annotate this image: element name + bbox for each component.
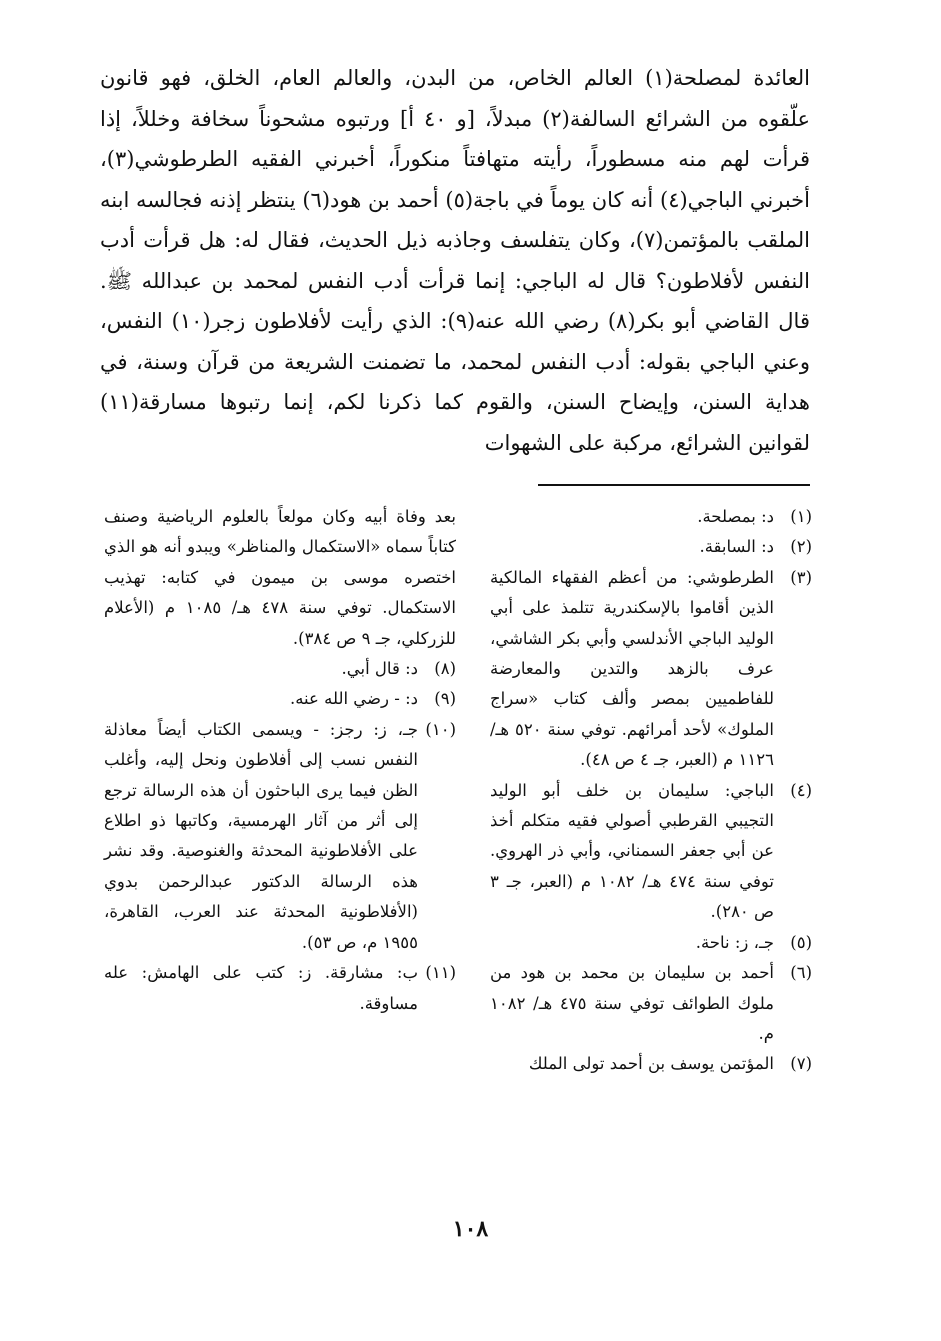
footnote-number: (٢) bbox=[790, 537, 812, 557]
footnote-number: (٦) bbox=[790, 963, 812, 983]
page-number: ١٠٨ bbox=[452, 1216, 489, 1242]
footnote-number: (٧) bbox=[790, 1054, 812, 1074]
footnote-8 bbox=[104, 654, 456, 684]
main-paragraph: العائدة لمصلحة(١) العالم الخاص، من البدن، والعالم العام، الخلق، فهو قانون علّقوه من الشرائع السالفة(٢) مبدلاً، [و ٤٠ أ] ورتبوه مشحوناً سخافة وخللاً، إذا قرأت لهم منه مسطوراً، رأيته متهافتاً منكوراً، أخبرني الفقيه الطرطوشي(٣)، أخبرني الباجي(٤) أنه كان يوماً في باجة(٥) أحمد بن هود(٦) ينتظر إذنه فجالسه ابنه الملقب بالمؤتمن(٧)، وكان يتفلسف وجاذبه ذيل الحديث، فقال له: هل قرأت أدب النفس لأفلاطون؟ قال له الباجي: إنما قرأت أدب النفس لمحمد بن عبدالله ﷺ. قال القاضي أبو بكر(٨) رضي الله عنه(٩): الذي رأيت لأفلاطون زجر(١٠) النفس، وعني الباجي بقوله: أدب النفس لمحمد، ما تضمنت الشريعة من قرآن وسنة، في هداية السنن، وإيضاح السنن، والقوم كما ذكرنا لكم، إنما رتبوها مسارقة(١١) لقوانين الشرائع، مركبة على الشهوات bbox=[100, 66, 811, 455]
footnote-number: (٣) bbox=[790, 567, 812, 587]
footnote-text: أحمد بن سليمان بن محمد بن هود من ملوك الطوائف توفي سنة ٤٧٥ هـ/ ١٠٨٢ م. bbox=[490, 963, 774, 1043]
footnote-3 bbox=[490, 563, 812, 776]
footnote-11 bbox=[104, 958, 456, 1019]
footnote-10 bbox=[104, 715, 456, 958]
footnote-number: (٤) bbox=[790, 780, 812, 800]
footnote-text: الطرطوشي: من أعظم الفقهاء المالكية الذين أقاموا بالإسكندرية تتلمذ على أبي الوليد الباجي الأندلسي وأبي بكر الشاشي، عرف بالزهد والتدين والمعارضة للفاطميين بمصر وألف كتاب «سراج الملوك» لأحد أمرائهم. توفي سنة ٥٢٠ هـ/ ١١٢٦ م (العبر، جـ ٤ ص ٤٨). bbox=[490, 567, 774, 770]
footnote-7 bbox=[490, 1049, 812, 1079]
footnote-1 bbox=[490, 502, 812, 532]
footnote-number: (١١) bbox=[425, 963, 456, 983]
footnote-4 bbox=[490, 776, 812, 928]
footnote-text: د: - رضي الله عنه. bbox=[289, 689, 418, 709]
footnote-2 bbox=[490, 532, 812, 562]
footnote-number: (٥) bbox=[790, 932, 812, 952]
footnote-text: جـ، ز: ناحة. bbox=[695, 932, 774, 952]
footnote-text: المؤتمن يوسف بن أحمد تولى الملك bbox=[528, 1054, 774, 1074]
footnote-text: الباجي: سليمان بن خلف أبو الوليد التجيبي القرطبي أصولي فقيه متكلم أخذ عن أبي جعفر السمناني، وأبي ذر الهروي. توفي سنة ٤٧٤ هـ/ ١٠٨٢ م (العبر، جـ ٣ ص ٢٨٠). bbox=[490, 780, 774, 922]
footnote-6 bbox=[490, 958, 812, 1049]
footnote-number: (٨) bbox=[434, 659, 456, 679]
footnote-text: ب: مشارقة. ز: كتب على الهامش: عله مساوقة. bbox=[104, 963, 418, 1013]
footnote-number: (٩) bbox=[434, 689, 456, 709]
footnote-number: (١) bbox=[790, 507, 812, 526]
footnotes-left-column bbox=[104, 502, 456, 1019]
footnote-separator bbox=[538, 484, 810, 486]
footnote-text: د: السابقة. bbox=[699, 537, 774, 557]
footnote-number: (١٠) bbox=[425, 719, 456, 739]
footnote-text: د: بمصلحة. bbox=[697, 507, 774, 526]
footnotes-right-column bbox=[490, 502, 812, 1080]
footnote-text: جـ، ز: رجز: - ويسمى الكتاب أيضاً معاذلة النفس نسب إلى أفلاطون ونحل إليه، وأغلب الظن فيما يرى الباحثون أن هذه الرسالة ترجع إلى أثر من آثار الهرمسية، وكاتبها ذو اطلاع على الأفلاطونية المحدثة والغنوصية. وقد نشر هذه الرسالة الدكتور عبدالرحمن بدوي (الأفلاطونية المحدثة عند العرب، القاهرة، ١٩٥٥ م، ص ٥٣). bbox=[104, 719, 418, 952]
footnote-text: د: قال أبي. bbox=[341, 659, 418, 679]
footnote-5 bbox=[490, 928, 812, 958]
main-text-block bbox=[100, 58, 810, 463]
footnote-7-continuation: بعد وفاة أبيه وكان مولعاً بالعلوم الرياضية وصنف كتاباً سماه «الاستكمال والمناظر» ويبدو أنه هو الذي اختصره موسى بن ميمون في كتابه: تهذيب الاستكمال. توفي سنة ٤٧٨ هـ/ ١٠٨٥ م (الأعلام للزركلي، جـ ٩ ص ٣٨٤). bbox=[104, 507, 456, 648]
footnote-9 bbox=[104, 684, 456, 714]
